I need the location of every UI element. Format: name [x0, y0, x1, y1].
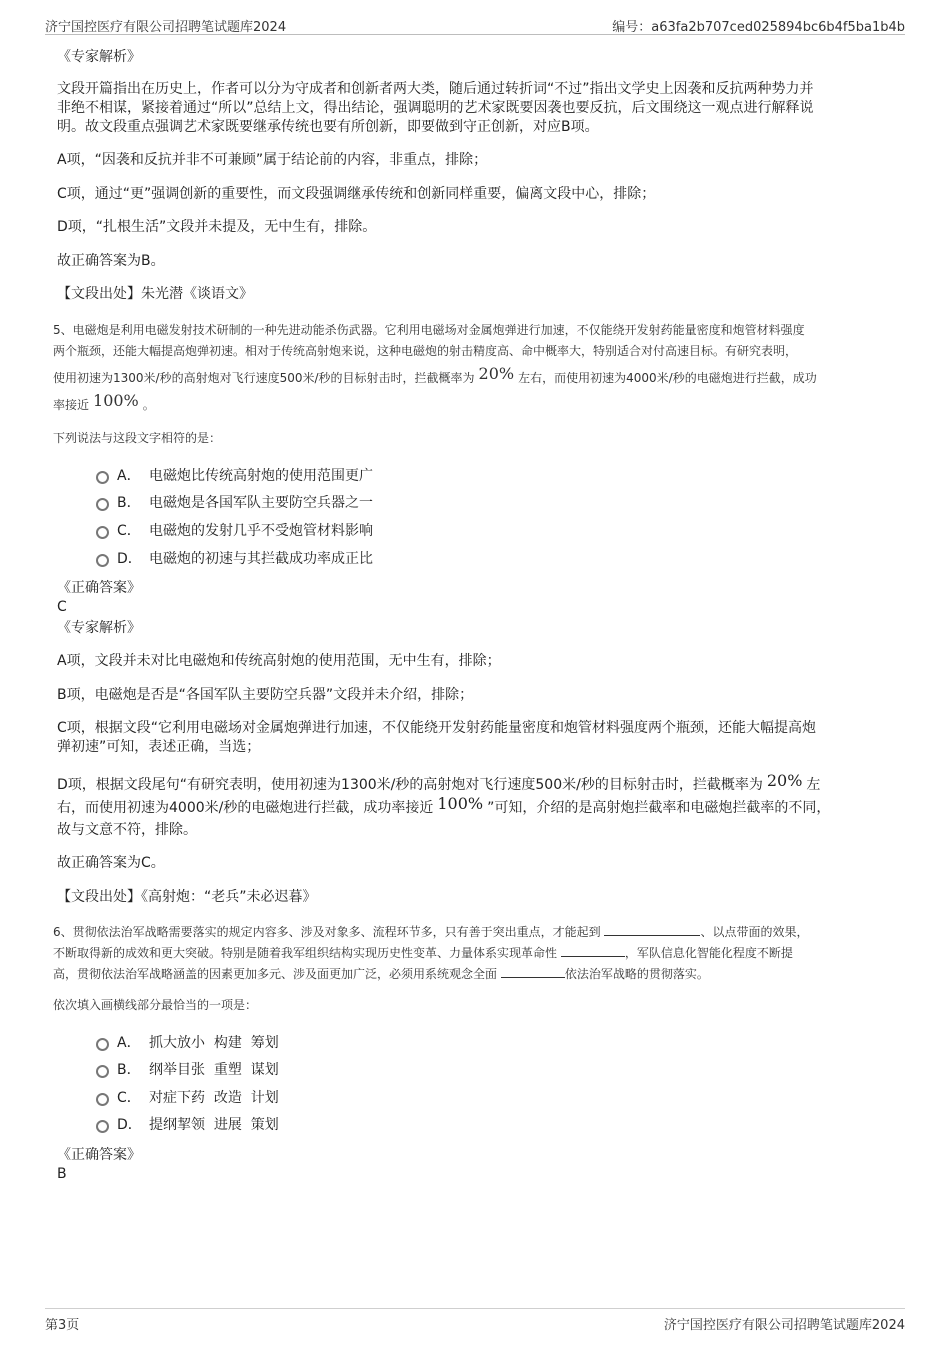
header-title: 济宁国控医疗有限公司招聘笔试题库2024	[45, 20, 287, 35]
q6-stem-text: ，军队信息化智能化程度不断提	[624, 946, 793, 960]
option-letter: A．	[117, 468, 141, 484]
option-letter: B．	[117, 1062, 141, 1078]
option-letter: C．	[117, 1090, 141, 1106]
q5-option-b[interactable]	[96, 493, 373, 513]
q5-analysis-percent-20: 20%	[766, 771, 803, 790]
q6-stem-text: 6、贯彻依法治军战略需要落实的规定内容多、涉及对象多、流程环节多，只有善于突出重点，才能起到	[53, 925, 601, 939]
option-text: 抓大放小 构建 筹划	[149, 1035, 279, 1051]
q5-percent-20: 20%	[478, 364, 515, 383]
radio-icon[interactable]	[96, 498, 109, 511]
q6-option-c[interactable]	[96, 1088, 279, 1108]
q6-stem-line	[53, 964, 898, 985]
radio-icon[interactable]	[96, 554, 109, 567]
q6-option-a[interactable]	[96, 1033, 279, 1053]
option-text: 电磁炮的初速与其拦截成功率成正比	[149, 551, 373, 567]
q5-option-c[interactable]	[96, 521, 373, 541]
analysis-line: C项，根据文段“它利用电磁场对金属炮弹进行加速，不仅能绕开发射药能量密度和炮管材料强度两个瓶颈，还能大幅提高炮	[57, 720, 817, 736]
q4-analysis-paragraph	[57, 80, 892, 137]
analysis-line	[57, 773, 892, 796]
q6-stem-line	[53, 922, 898, 943]
q5-stem-line: 两个瓶颈，还能大幅提高炮弹初速。相对于传统高射炮来说，这种电磁炮的射击精度高、命中概率大，特别适合对付高速目标。有研究表明，	[53, 344, 798, 358]
q6-stem-text: 不断取得新的成效和更大突破。特别是随着我军组织结构实现历史性变革、力量体系实现革命性	[53, 946, 558, 960]
q5-answer-title: 《正确答案》	[57, 580, 141, 596]
q5-stem-text: 使用初速为1300米/秒的高射炮对飞行速度500米/秒的目标射击时，拦截概率为	[53, 371, 475, 385]
analysis-text: ”可知，介绍的是高射炮拦截率和电磁炮拦截率的不同，	[487, 800, 831, 816]
q5-stem-text: 率接近	[53, 398, 90, 412]
q6-answer: B	[57, 1166, 67, 1182]
page-header	[45, 12, 905, 35]
q5-option-c-analysis	[57, 719, 892, 757]
q5-option-a[interactable]	[96, 466, 373, 486]
q6-stem-text: 依法治军战略的贯彻落实。	[564, 967, 709, 981]
header-doc-id: 编号：a63fa2b707ced025894bc6b4f5ba1b4b	[612, 20, 905, 35]
option-text: 电磁炮的发射几乎不受炮管材料影响	[149, 523, 373, 539]
option-letter: B．	[117, 495, 141, 511]
q5-answer: C	[57, 599, 67, 615]
option-letter: C．	[117, 523, 141, 539]
q5-percent-100: 100%	[93, 391, 139, 410]
q4-source: 【文段出处】朱光潜《谈语文》	[57, 286, 253, 302]
option-text: 纲举目张 重塑 谋划	[149, 1062, 279, 1078]
q5-source: 【文段出处】《高射炮：“老兵”未必迟暮》	[57, 889, 317, 905]
q5-stem-line	[53, 366, 898, 389]
analysis-line	[57, 796, 892, 819]
q5-stem-text: 左右，而使用初速为4000米/秒的电磁炮进行拦截，成功	[518, 371, 817, 385]
q5-stem-text: 。	[142, 398, 155, 412]
fill-blank-3[interactable]	[501, 965, 565, 978]
q5-analysis-title: 《专家解析》	[57, 620, 141, 636]
q4-conclusion: 故正确答案为B。	[57, 253, 165, 269]
q6-option-d[interactable]	[96, 1115, 279, 1135]
option-text: 对症下药 改造 计划	[149, 1090, 279, 1106]
option-letter: A．	[117, 1035, 141, 1051]
q4-analysis-line: 明。故文段重点强调艺术家既要继承传统也要有所创新，即要做到守正创新，对应B项。	[57, 119, 599, 135]
q5-stem	[53, 320, 898, 416]
q4-analysis-title: 《专家解析》	[57, 49, 141, 65]
option-letter: D．	[117, 1117, 142, 1133]
radio-icon[interactable]	[96, 1038, 109, 1051]
q6-option-b[interactable]	[96, 1060, 279, 1080]
option-text: 电磁炮是各国军队主要防空兵器之一	[149, 495, 373, 511]
q5-stem-line: 5、电磁炮是利用电磁发射技术研制的一种先进动能杀伤武器。它利用电磁场对金属炮弹进行加速，不仅能绕开发射药能量密度和炮管材料强度	[53, 323, 805, 337]
fill-blank-1[interactable]	[604, 923, 700, 936]
q6-stem-text: 高，贯彻依法治军战略涵盖的因素更加多元、涉及面更加广泛，必须用系统观念全面	[53, 967, 498, 981]
q4-option-a-analysis: A项，“因袭和反抗并非不可兼顾”属于结论前的内容，非重点，排除；	[57, 152, 488, 168]
radio-icon[interactable]	[96, 471, 109, 484]
q5-stem-line	[53, 393, 898, 416]
analysis-text: 左	[806, 777, 821, 793]
q6-stem-text: 、以点带面的效果，	[700, 925, 809, 939]
q5-option-b-analysis: B项，电磁炮是否是“各国军队主要防空兵器”文段并未介绍，排除；	[57, 687, 474, 703]
page-number: 第3页	[45, 1318, 80, 1333]
q5-option-d-analysis	[57, 773, 892, 841]
q5-analysis-percent-100: 100%	[437, 794, 484, 813]
q5-prompt: 下列说法与这段文字相符的是：	[53, 431, 222, 445]
q5-option-d[interactable]	[96, 549, 373, 569]
fill-blank-2[interactable]	[561, 944, 625, 957]
analysis-text: 右，而使用初速为4000米/秒的电磁炮进行拦截，成功率接近	[57, 800, 434, 816]
radio-icon[interactable]	[96, 1065, 109, 1078]
analysis-text: D项，根据文段尾句“有研究表明，使用初速为1300米/秒的高射炮对飞行速度500米/秒的目标射击时，拦截概率为	[57, 777, 763, 793]
option-text: 提纲挈领 进展 策划	[149, 1117, 279, 1133]
q4-analysis-line: 非绝不相谋，紧接着通过“所以”总结上文，得出结论，强调聪明的艺术家既要因袭也要反抗，后文围绕这一观点进行解释说	[57, 100, 814, 116]
q6-stem	[53, 922, 898, 985]
analysis-line: 弹初速”可知，表述正确，当选；	[57, 739, 261, 755]
page-footer	[45, 1308, 905, 1333]
option-text: 电磁炮比传统高射炮的使用范围更广	[149, 468, 373, 484]
analysis-line: 故与文意不符，排除。	[57, 822, 197, 838]
q5-conclusion: 故正确答案为C。	[57, 855, 165, 871]
radio-icon[interactable]	[96, 1120, 109, 1133]
q4-option-d-analysis: D项，“扎根生活”文段并未提及，无中生有，排除。	[57, 219, 377, 235]
option-letter: D．	[117, 551, 142, 567]
footer-title: 济宁国控医疗有限公司招聘笔试题库2024	[663, 1318, 905, 1333]
q4-option-c-analysis: C项，通过“更”强调创新的重要性，而文段强调继承传统和创新同样重要，偏离文段中心，排除；	[57, 186, 656, 202]
radio-icon[interactable]	[96, 526, 109, 539]
q6-stem-line	[53, 943, 898, 964]
q4-analysis-line: 文段开篇指出在历史上，作者可以分为守成者和创新者两大类，随后通过转折词“不过”指出文学史上因袭和反抗两种势力并	[57, 81, 814, 97]
q6-answer-title: 《正确答案》	[57, 1147, 141, 1163]
q5-option-a-analysis: A项，文段并未对比电磁炮和传统高射炮的使用范围，无中生有，排除；	[57, 653, 501, 669]
q6-prompt: 依次填入画横线部分最恰当的一项是：	[53, 998, 258, 1012]
radio-icon[interactable]	[96, 1093, 109, 1106]
